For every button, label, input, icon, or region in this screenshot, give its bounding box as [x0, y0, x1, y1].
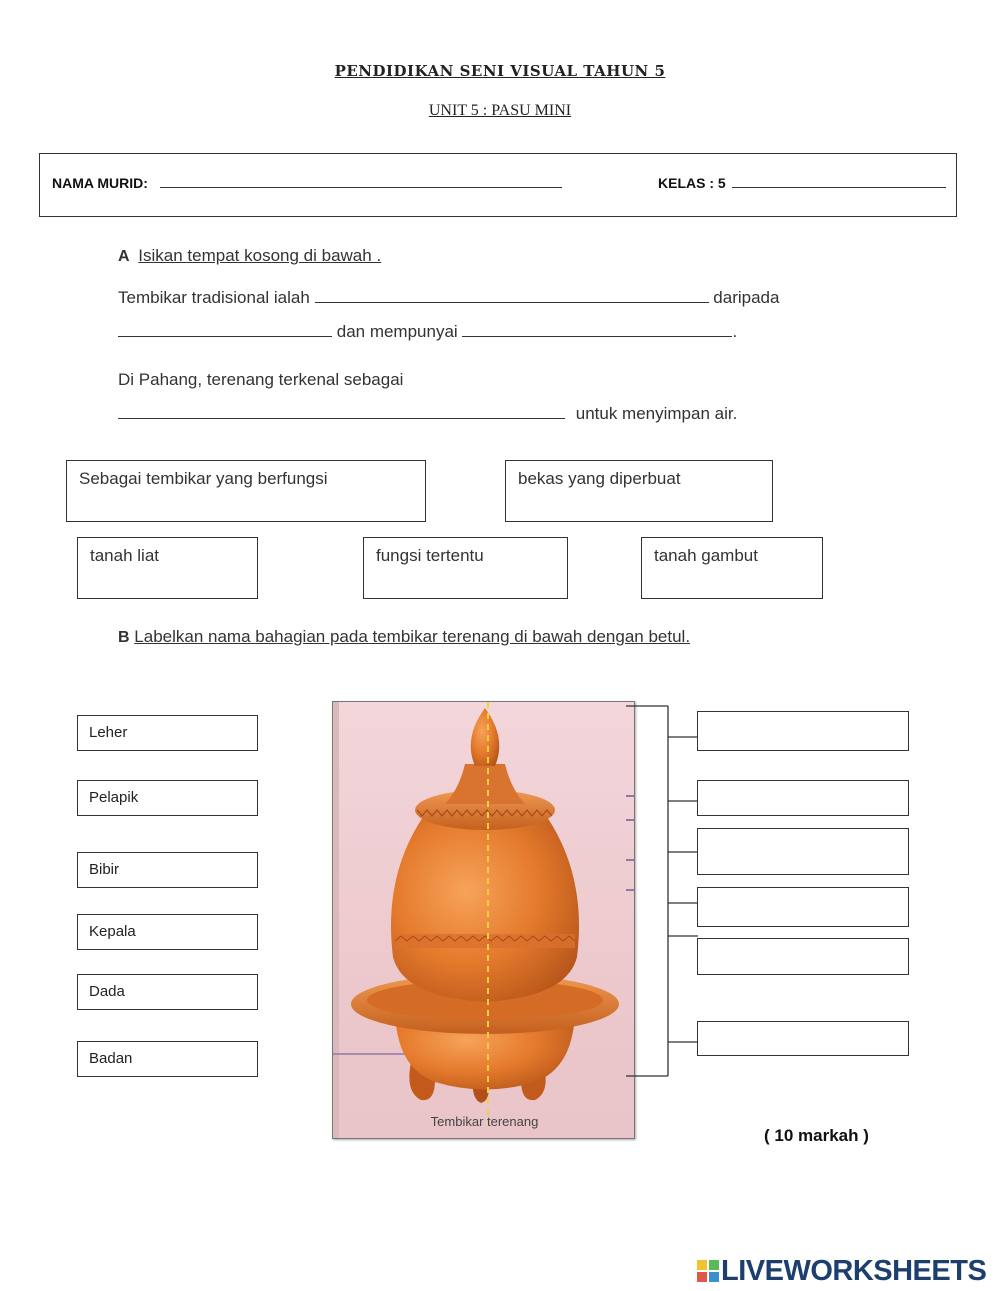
- word-bank-item[interactable]: tanah gambut: [641, 537, 823, 599]
- sentence-1: [118, 288, 779, 308]
- bracket-connectors: [626, 700, 698, 1080]
- worksheet-title: PENDIDIKAN SENI VISUAL TAHUN 5: [334, 62, 666, 80]
- unit-title: UNIT 5 : PASU MINI: [428, 102, 572, 119]
- class-label: KELAS : 5: [658, 175, 726, 191]
- answer-box-6[interactable]: [697, 1021, 909, 1056]
- word-bank-item[interactable]: fungsi tertentu: [363, 537, 568, 599]
- part-label-badan[interactable]: Badan: [77, 1041, 258, 1077]
- part-label-pelapik[interactable]: Pelapik: [77, 780, 258, 816]
- word-bank-item[interactable]: tanah liat: [77, 537, 258, 599]
- liveworksheets-logo[interactable]: [697, 1255, 986, 1288]
- sentence-2-end: .: [732, 322, 738, 341]
- sentence-2-text-a: dan mempunyai: [336, 322, 458, 341]
- class-input[interactable]: [732, 173, 946, 188]
- answer-box-5[interactable]: [697, 938, 909, 975]
- answer-box-2[interactable]: [697, 780, 909, 816]
- blank-1[interactable]: [315, 288, 709, 303]
- student-name-input[interactable]: [160, 173, 562, 188]
- marks-label: ( 10 markah ): [764, 1126, 869, 1145]
- blank-2[interactable]: [118, 322, 332, 337]
- terenang-photo: [332, 701, 635, 1139]
- student-name-label: NAMA MURID:: [52, 175, 148, 191]
- answer-box-4[interactable]: [697, 887, 909, 927]
- answer-box-3[interactable]: [697, 828, 909, 875]
- section-a-heading: [118, 246, 381, 266]
- sentence-4-text: untuk menyimpan air.: [575, 404, 738, 423]
- section-a-instruction: Isikan tempat kosong di bawah .: [138, 246, 382, 265]
- section-a-letter: A: [118, 248, 130, 265]
- blank-4[interactable]: [118, 404, 565, 419]
- sentence-1-text-a: Tembikar tradisional ialah: [118, 288, 310, 307]
- sentence-1-text-b: daripada: [713, 288, 780, 307]
- section-b-letter: B: [118, 629, 130, 646]
- terenang-illustration: [333, 702, 635, 1139]
- brand-text: LIVEWORKSHEETS: [721, 1255, 987, 1287]
- sentence-4: [118, 404, 737, 424]
- liveworksheets-icon: [697, 1260, 719, 1282]
- section-b-heading: [118, 627, 690, 647]
- part-label-bibir[interactable]: Bibir: [77, 852, 258, 888]
- sentence-2: [118, 322, 737, 342]
- part-label-leher[interactable]: Leher: [77, 715, 258, 751]
- section-b-instruction: Labelkan nama bahagian pada tembikar terenang di bawah dengan betul.: [134, 627, 691, 646]
- word-bank-item[interactable]: Sebagai tembikar yang berfungsi: [66, 460, 426, 522]
- answer-box-1[interactable]: [697, 711, 909, 751]
- part-label-kepala[interactable]: Kepala: [77, 914, 258, 950]
- word-bank-item[interactable]: bekas yang diperbuat: [505, 460, 773, 522]
- blank-3[interactable]: [462, 322, 732, 337]
- photo-caption: Tembikar terenang: [430, 1114, 539, 1129]
- part-label-dada[interactable]: Dada: [77, 974, 258, 1010]
- student-info-box: [39, 153, 957, 217]
- sentence-3: Di Pahang, terenang terkenal sebagai: [118, 370, 404, 389]
